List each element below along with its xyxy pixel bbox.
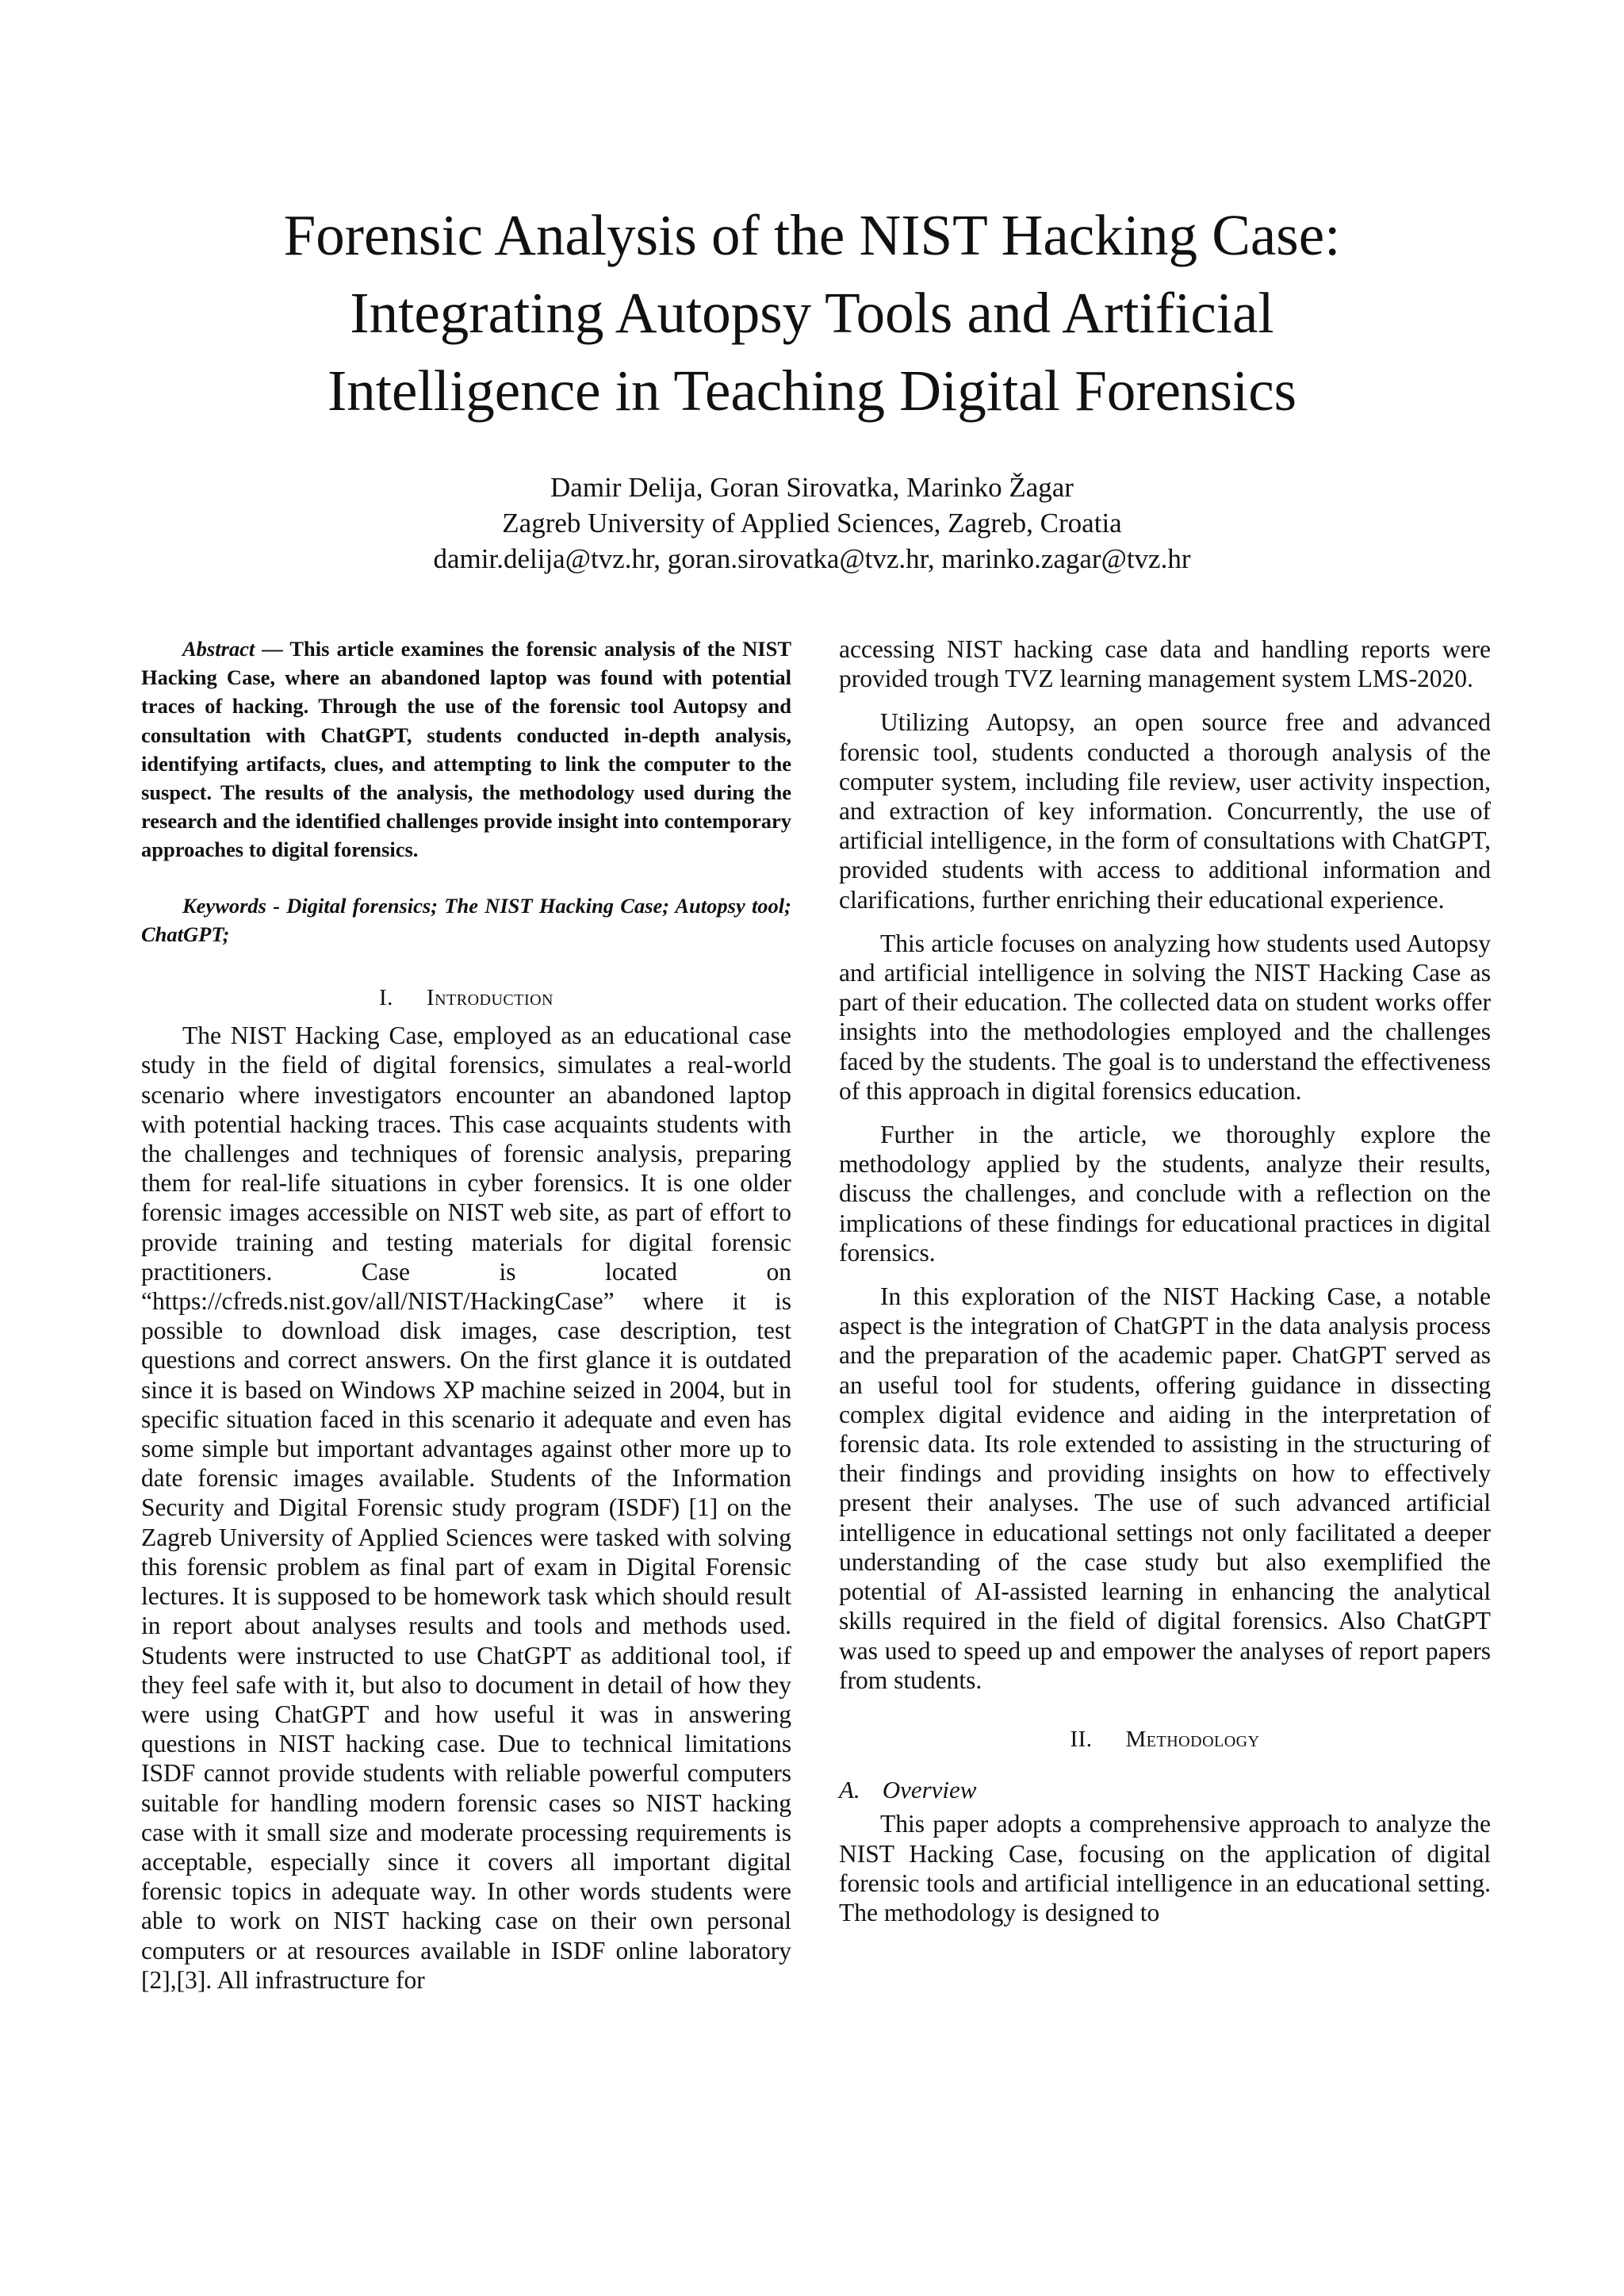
author-names: Damir Delija, Goran Sirovatka, Marinko Žagar xyxy=(550,472,1074,503)
intro-paragraph-5: In this exploration of the NIST Hacking Case, a notable aspect is the integration of ChatGPT in the data analysis process and the preparation of the academic paper. ChatGPT served as an useful tool for students, offering guidance in dissecting complex digital evidence and aiding in the interpretation of forensic data. Its role extended to assisting in the structuring of their findings and providing insights on how to effectively present their analyses. The use of such advanced artificial intelligence in educational settings not only facilitated a deeper understanding of the case study but also exemplified the potential of AI-assisted learning in enhancing the analytical skills required in the field of digital forensics. Also ChatGPT was used to speed up and empower the analyses of report papers from students. xyxy=(839,1282,1491,1694)
keywords: Keywords - Digital forensics; The NIST Hacking Case; Autopsy tool; ChatGPT; xyxy=(141,893,791,946)
section-heading-methodology xyxy=(839,1725,1491,1754)
methodology-paragraph-1: This paper adopts a comprehensive approach to analyze the NIST Hacking Case, focusing on the application of digital forensic tools and artificial intelligence in an educational setting. The methodology is designed to xyxy=(839,1810,1491,1926)
title-line: Integrating Autopsy Tools and Artificial xyxy=(350,281,1274,345)
author-affiliation: Zagreb University of Applied Sciences, Zagreb, Croatia xyxy=(502,508,1122,539)
intro-paragraph-2: Utilizing Autopsy, an open source free and advanced forensic tool, students conducted a thorough analysis of the computer system, including file review, user activity inspection, and extraction of key information. Concurrently, the use of artificial intelligence, in the form of consultations with ChatGPT, provided students with access to additional information and clarifications, further enriching their educational experience. xyxy=(839,708,1491,914)
author-block xyxy=(119,470,1505,577)
section-number: II. xyxy=(1070,1726,1093,1752)
left-column xyxy=(141,634,791,2009)
section-number: I. xyxy=(378,985,393,1011)
author-emails: damir.delija@tvz.hr, goran.sirovatka@tvz.hr, marinko.zagar@tvz.hr xyxy=(433,543,1191,574)
right-column xyxy=(839,634,1491,1941)
subsection-title: Overview xyxy=(882,1776,977,1804)
abstract xyxy=(141,634,791,864)
abstract-lead: Abstract — xyxy=(182,637,283,661)
intro-paragraph-3: This article focuses on analyzing how students used Autopsy and artificial intelligence in solving the NIST Hacking Case as part of their education. The collected data on student works offer insights into the methodologies employed and the challenges faced by the students. The goal is to understand the effectiveness of this approach in digital forensics education. xyxy=(839,929,1491,1105)
subsection-number: A. xyxy=(839,1776,860,1804)
abstract-text: This article examines the forensic analysis of the NIST Hacking Case, where an abandoned laptop was found with potential traces of hacking. Through the use of the forensic tool Autopsy and consultation with ChatGPT, students conducted in-depth analysis, identifying artifacts, clues, and attempting to link the computer to the suspect. The results of the analysis, the methodology used during the research and the identified challenges provide insight into contemporary approaches to digital forensics. xyxy=(141,637,791,862)
section-title: Methodology xyxy=(1125,1726,1260,1752)
section-title: Introduction xyxy=(426,985,553,1011)
paper-title xyxy=(119,197,1505,430)
section-heading-introduction xyxy=(141,983,791,1013)
title-line: Intelligence in Teaching Digital Forensics xyxy=(327,358,1297,423)
subsection-heading-overview xyxy=(839,1775,1491,1804)
intro-paragraph-4: Further in the article, we thoroughly explore the methodology applied by the students, analyze their results, discuss the challenges, and conclude with a reflection on the implications of these findings for educational practices in digital forensics. xyxy=(839,1121,1491,1267)
title-line: Forensic Analysis of the NIST Hacking Case: xyxy=(283,203,1341,267)
intro-paragraph-1: The NIST Hacking Case, employed as an educational case study in the field of digital forensics, simulates a real-world scenario where investigators encounter an abandoned laptop with potential hacking traces. This case acquaints students with the challenges and techniques of forensic analysis, preparing them for real-life situations in cyber forensics. It is one older forensic images accessible on NIST web site, as part of effort to provide training and testing materials for digital forensic practitioners. Case is located on “https://cfreds.nist.gov/all/NIST/HackingCase” where it is possible to download disk images, case description, test questions and correct answers. On the first glance it is outdated since it is based on Windows XP machine seized in 2004, but in specific situation faced in this scenario it adequate and even has some simple but important advantages against other more up to date forensic images available. Students of the Information Security and Digital Forensic study program (ISDF) [1] on the Zagreb University of Applied Sciences were tasked with solving this forensic problem as final part of exam in Digital Forensic lectures. It is supposed to be homework task which should result in report about analyses results and tools and methods used. Students were instructed to use ChatGPT as additional tool, if they feel safe with it, but also to document in detail of how they were using ChatGPT and how useful it was in answering questions in NIST hacking case. Due to technical limitations ISDF cannot provide students with reliable powerful computers suitable for handling modern forensic cases so NIST hacking case with it small size and moderate processing requirements is acceptable, especially since it covers all important digital forensic topics in adequate way. In other words students were able to work on NIST hacking case on their own personal computers or at resources available in ISDF online laboratory [2],[3]. All infrastructure for xyxy=(141,1022,791,1994)
intro-paragraph-1-continued: accessing NIST hacking case data and handling reports were provided trough TVZ learning management system LMS-2020. xyxy=(839,635,1491,693)
